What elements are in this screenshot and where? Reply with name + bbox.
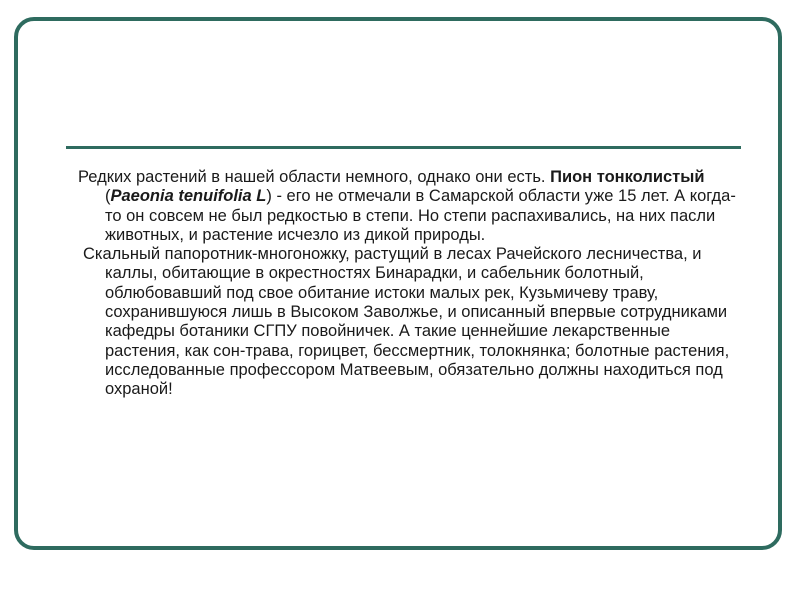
paragraph-peony xyxy=(78,168,738,245)
paren-open: ( xyxy=(105,187,111,206)
peony-latin-name: Paeonia tenuifolia L xyxy=(110,187,267,206)
paragraph-peony-intro: Редких растений в нашей области немного, однако они есть. xyxy=(78,168,551,186)
title-divider xyxy=(66,146,741,149)
paragraph-rare-plants: Скальный папоротник-многоножку, растущий в лесах Рачейского лесничества, и каллы, обитающие в окрестностях Бинарадки, и сабельник болотный, облюбовавший под свое обитание истоки малых рек, Кузьмичеву траву, сохранившуюся лишь в Высоком Заволжье, и описанный впервые сотрудниками кафедры ботаники СГПУ повойничек. А такие ценнейшие лекарственные растения, как сон-трава, горицвет, бессмертник, толокнянка; болотные растения, исследованные профессором Матвеевым, обязательно должны находиться под охраной! xyxy=(83,245,730,399)
slide-body xyxy=(78,168,738,400)
peony-name: Пион тонколистый xyxy=(550,168,705,186)
paragraph-peony-rest: ) - его не отмечали в Самарской области уже 15 лет. А когда-то он совсем не был редкостью в степи. Но степи распахивались, на них пасли животных, и растение исчезло из дикой природы. xyxy=(105,187,736,244)
